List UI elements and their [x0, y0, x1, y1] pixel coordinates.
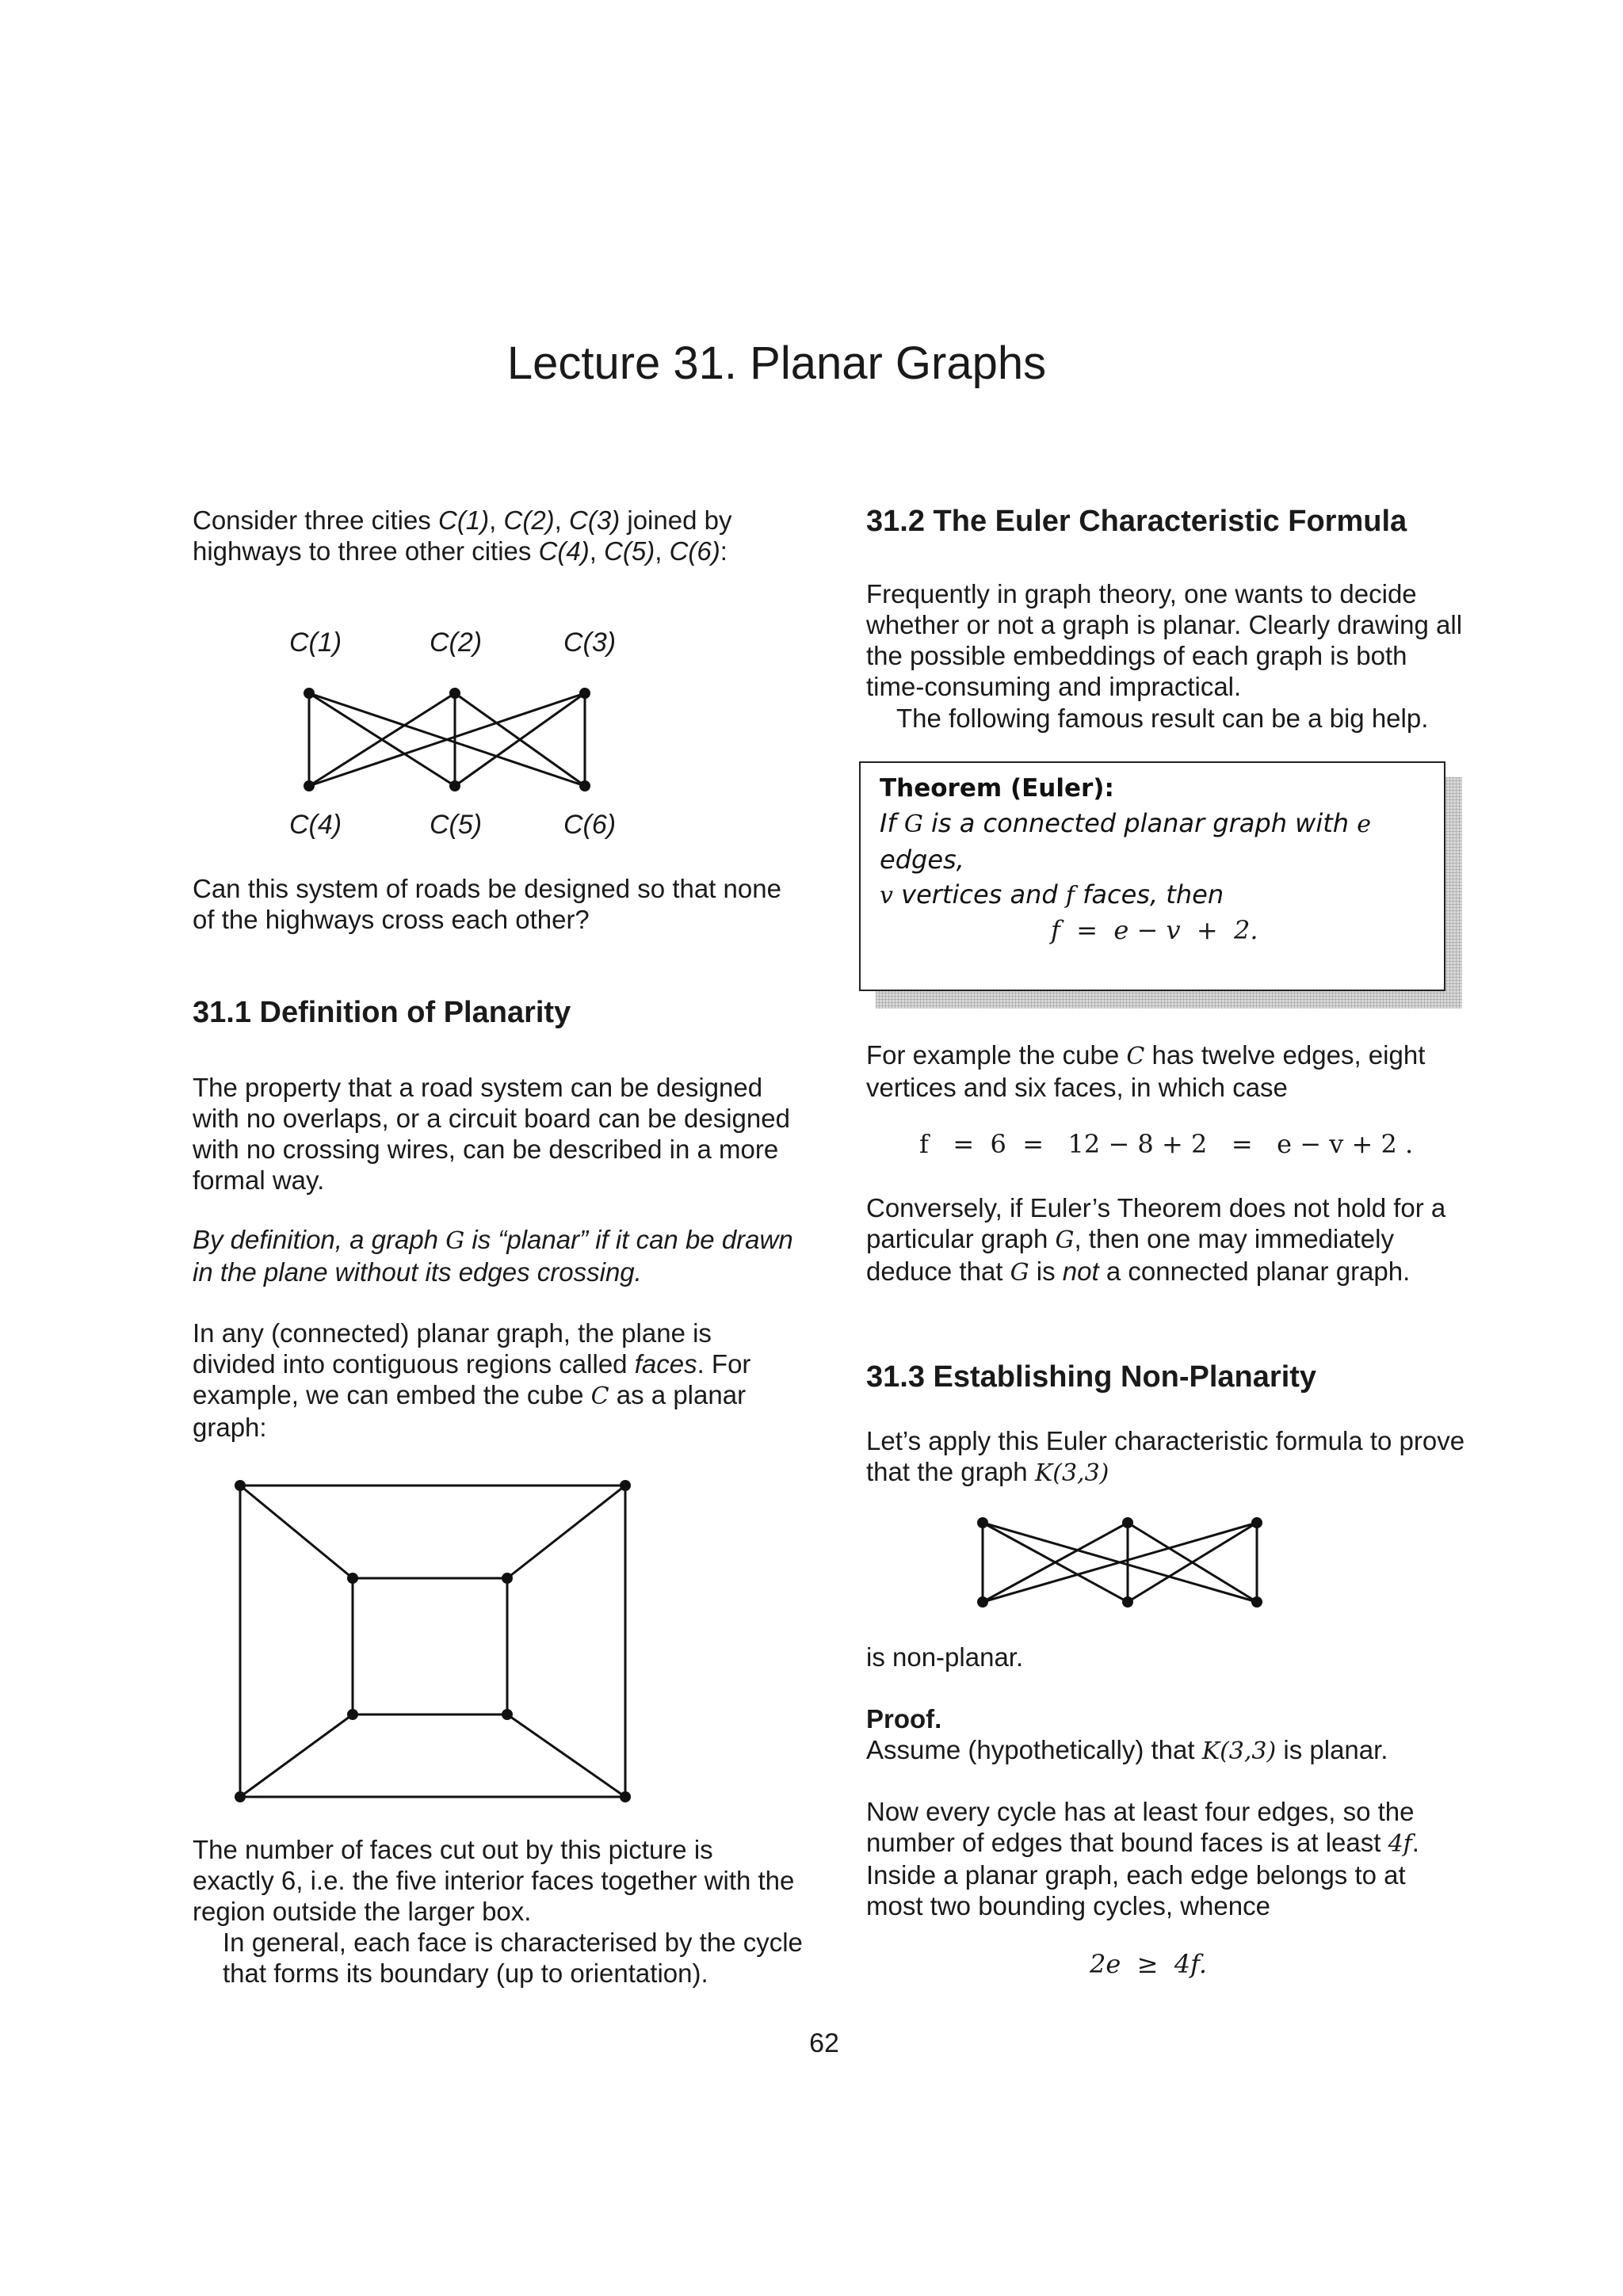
cycle-paragraph: Now every cycle has at least four edges, so the number of edges that bound faces is at least 4f. Inside a planar graph, each edge belongs to at most two bounding cycles, whence	[866, 1797, 1419, 1920]
cube-example-paragraph: For example the cube C has twelve edges, eight vertices and six faces, in which case	[866, 1040, 1426, 1102]
cube-formula: f = 6 = 12 − 8 + 2 = e − v + 2 .	[919, 1129, 1414, 1159]
page-number: 62	[809, 2028, 839, 2058]
converse-paragraph: Conversely, if Euler’s Theorem does not hold for a particular graph G, then one may immediately deduce that G is not a connected planar graph.	[866, 1193, 1446, 1287]
section-heading-31-3: 31.3 Establishing Non-Planarity	[866, 1360, 1317, 1394]
question-paragraph: Can this system of roads be designed so that none of the highways cross each other?	[193, 874, 781, 934]
city-label-c1: C(1)	[289, 627, 342, 658]
k33-graph	[971, 1513, 1272, 1616]
cube-planar-graph	[230, 1474, 642, 1806]
face-cycle-paragraph: In general, each face is characterised by the cycle that forms its boundary (up to orientation).	[223, 1928, 803, 1988]
euler-help-paragraph: The following famous result can be a big help.	[896, 704, 1429, 733]
faces-paragraph: In any (connected) planar graph, the plane is divided into contiguous regions called faces. For example, we can embed the cube C as a planar graph:	[193, 1318, 751, 1442]
face-count-paragraph: The number of faces cut out by this picture is exactly 6, i.e. the five interior faces together with the region outside the larger box.	[193, 1835, 795, 1926]
assume-paragraph: Assume (hypothetically) that K(3,3) is planar.	[866, 1735, 1388, 1765]
city-label-c2: C(2)	[430, 627, 483, 658]
city-label-c6: C(6)	[563, 810, 617, 840]
nonplanar-text: is non-planar.	[866, 1642, 1024, 1672]
page-title: Lecture 31. Planar Graphs	[506, 338, 1047, 389]
section-heading-31-2: 31.2 The Euler Characteristic Formula	[866, 505, 1407, 538]
intro-paragraph: Consider three cities C(1), C(2), C(3) joined by highways to three other cities C(4), C(5), C(6):	[193, 505, 732, 566]
cities-graph	[285, 681, 602, 800]
city-label-c4: C(4)	[289, 810, 342, 840]
city-label-c5: C(5)	[430, 810, 483, 840]
apply-paragraph: Let’s apply this Euler characteristic formula to prove that the graph K(3,3)	[866, 1426, 1465, 1487]
euler-formula: f = e − v + 2.	[1051, 915, 1258, 945]
definition-paragraph: By definition, a graph G is “planar” if it can be drawn in the plane without its edges crossing.	[193, 1225, 793, 1287]
inequality-formula: 2e ≥ 4f.	[1090, 1949, 1208, 1979]
planarity-paragraph: The property that a road system can be designed with no overlaps, or a circuit board can be designed with no crossing wires, can be described in a more formal way.	[193, 1073, 790, 1195]
theorem-title: Theorem (Euler):	[880, 774, 1114, 803]
city-label-c3: C(3)	[563, 627, 617, 658]
theorem-statement: If G is a connected planar graph with e edges, v vertices and f faces, then	[880, 808, 1371, 910]
section-heading-31-1: 31.1 Definition of Planarity	[193, 996, 571, 1029]
euler-intro-paragraph: Frequently in graph theory, one wants to decide whether or not a graph is planar. Clearly drawing all the possible embeddings of each graph is both time-consuming and impractical.	[866, 579, 1463, 701]
proof-label: Proof.	[866, 1704, 942, 1733]
theorem-box	[859, 761, 1445, 991]
